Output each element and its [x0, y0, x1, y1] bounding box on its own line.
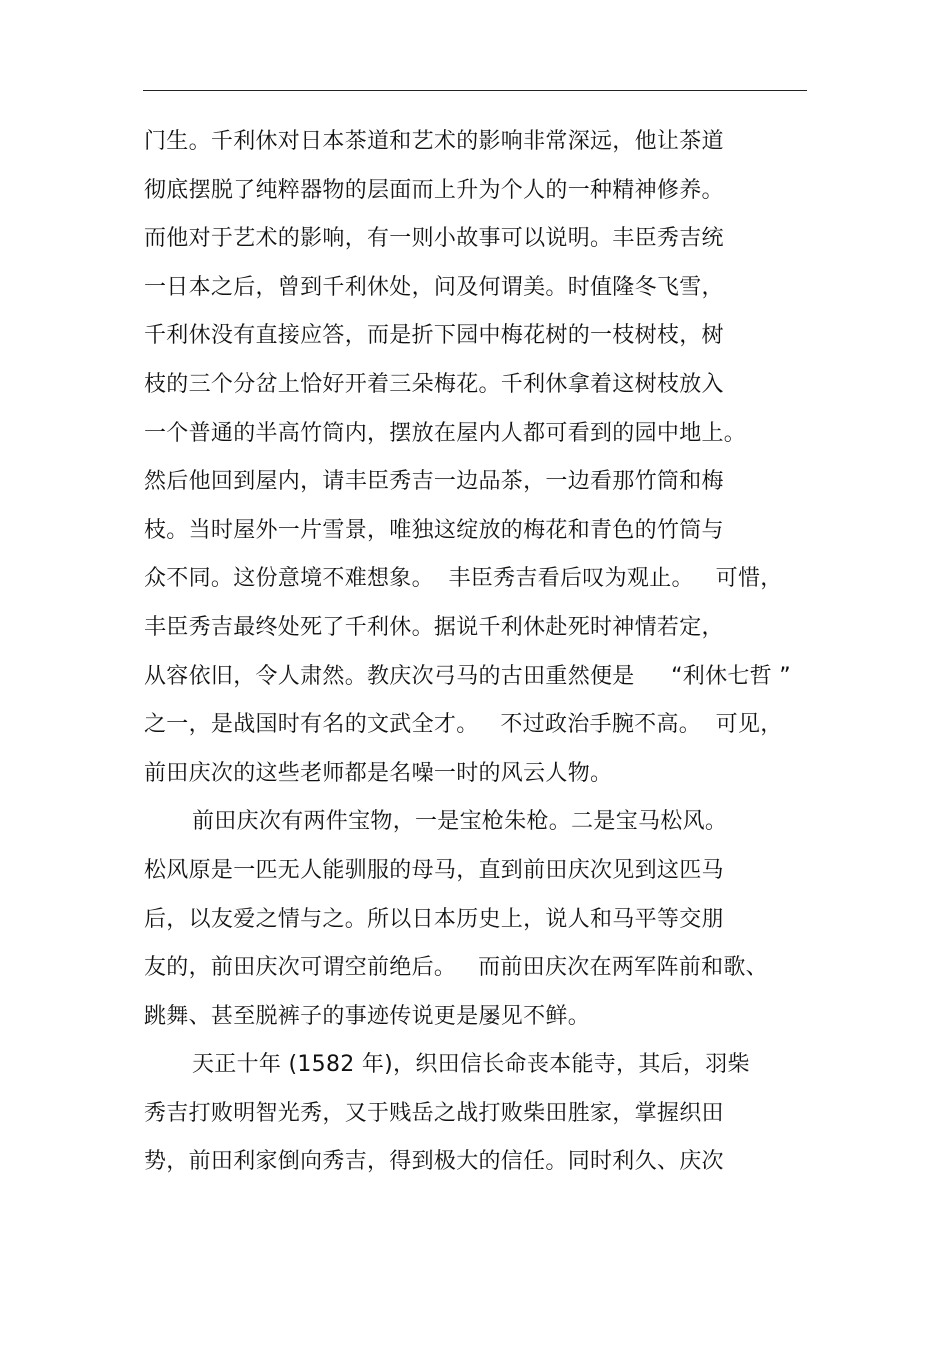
header-rule	[143, 90, 807, 91]
text-line: 彻底摆脱了纯粹器物的层面而上升为个人的一种精神修养。	[144, 177, 724, 203]
paragraph-first-line: 天正十年 (1582 年)，织田信长命丧本能寺，其后，羽柴	[192, 1052, 750, 1078]
text-line: 之一，是战国时有名的文武全才。 不过政治手腕不高。 可见，	[144, 712, 783, 738]
text-line: 跳舞、甚至脱裤子的事迹传说更是屡见不鲜。	[144, 1003, 591, 1029]
text-line: 众不同。这份意境不难想象。 丰臣秀吉看后叹为观止。 可惜，	[144, 566, 783, 592]
text-line: 后，以友爱之情与之。所以日本历史上，说人和马平等交朋	[144, 906, 724, 932]
body-text	[144, 118, 824, 1187]
text-line: 丰臣秀吉最终处死了千利休。据说千利休赴死时神情若定，	[144, 614, 724, 640]
text-line: 势，前田利家倒向秀吉，得到极大的信任。同时利久、庆次	[144, 1149, 724, 1175]
text-line: 松风原是一匹无人能驯服的母马，直到前田庆次见到这匹马	[144, 857, 724, 883]
text-line: 千利休没有直接应答，而是折下园中梅花树的一枝树枝，树	[144, 323, 724, 349]
text-line: 前田庆次的这些老师都是名噪一时的风云人物。	[144, 760, 613, 786]
text-line: 友的，前田庆次可谓空前绝后。 而前田庆次在两军阵前和歌、	[144, 955, 768, 981]
text-line: 门生。千利休对日本茶道和艺术的影响非常深远，他让茶道	[144, 129, 724, 154]
text-line: 一个普通的半高竹筒内，摆放在屋内人都可看到的园中地上。	[144, 420, 747, 446]
text-line: 然后他回到屋内，请丰臣秀吉一边品茶，一边看那竹筒和梅	[144, 469, 724, 495]
text-line: 从容依旧，令人肃然。教庆次弓马的古田重然便是 “利休七哲 ”	[144, 663, 791, 689]
paragraph-first-line: 前田庆次有两件宝物，一是宝枪朱枪。二是宝马松风。	[192, 809, 728, 835]
text-line: 而他对于艺术的影响，有一则小故事可以说明。丰臣秀吉统	[144, 226, 724, 252]
text-line: 一日本之后，曾到千利休处，问及何谓美。时值隆冬飞雪，	[144, 274, 724, 300]
text-line: 枝。当时屋外一片雪景，唯独这绽放的梅花和青色的竹筒与	[144, 517, 724, 543]
text-line: 秀吉打败明智光秀，又于贱岳之战打败柴田胜家，掌握织田	[144, 1100, 724, 1126]
text-line: 枝的三个分岔上恰好开着三朵梅花。千利休拿着这树枝放入	[144, 371, 724, 397]
